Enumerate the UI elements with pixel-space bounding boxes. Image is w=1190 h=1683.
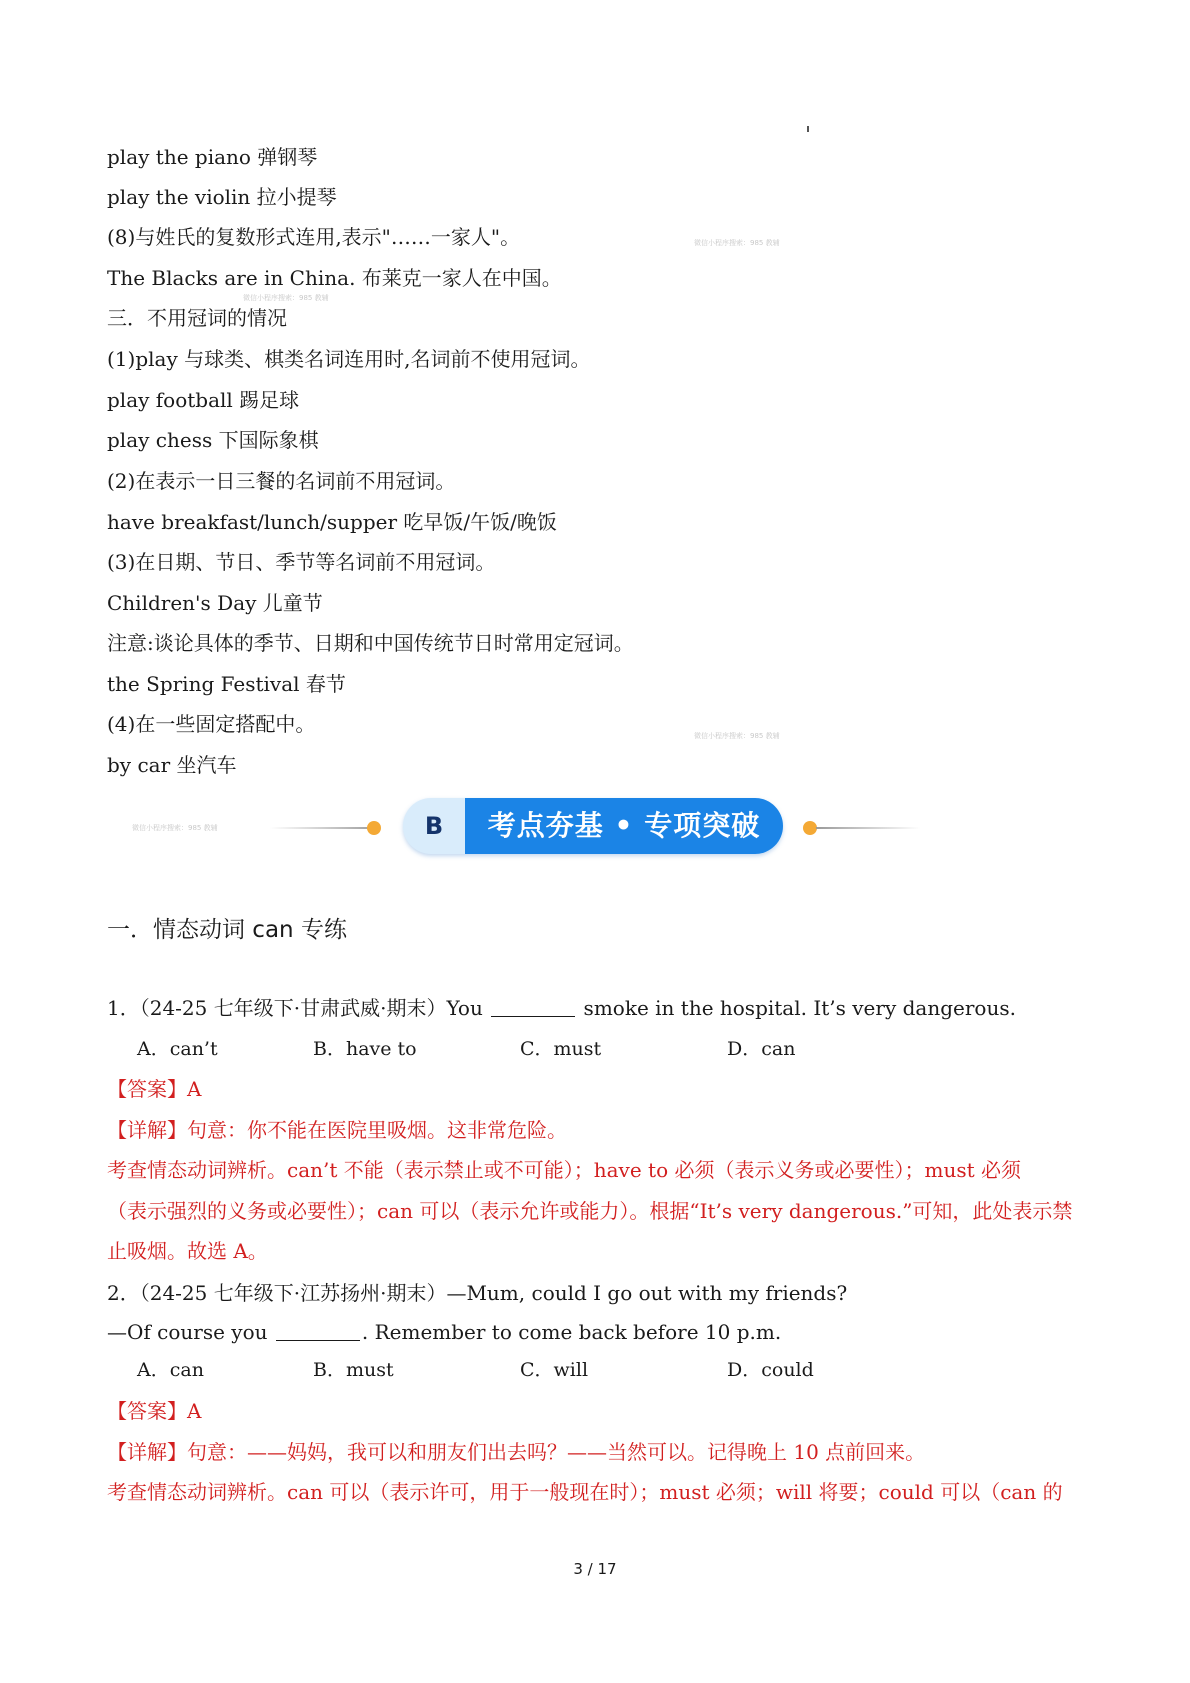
banner-rule-right <box>816 827 920 829</box>
q1-blank <box>491 996 575 1017</box>
banner-title: 考点夯基 • 专项突破 <box>465 798 783 854</box>
q2-analysis-line: 考查情态动词辨析。can 可以（表示许可，用于一般现在时）；must 必须；will 将要；could 可以（can 的 <box>107 1480 1063 1504</box>
q1-stem-pre: 1．（24-25 七年级下·甘肃武威·期末）You <box>107 996 490 1020</box>
note-line: Children's Day 儿童节 <box>107 591 323 615</box>
banner-letter: B <box>424 812 444 840</box>
note-line: play football 踢足球 <box>107 388 300 412</box>
q1-option-a: A．can’t <box>137 1038 218 1060</box>
q2-answer: 【答案】A <box>107 1399 202 1423</box>
q2-option-b: B．must <box>313 1359 394 1381</box>
note-line: 注意:谈论具体的季节、日期和中国传统节日时常用定冠词。 <box>107 631 634 655</box>
q1-option-c: C．must <box>520 1038 602 1060</box>
q1-answer: 【答案】A <box>107 1077 202 1101</box>
banner-dot-right <box>803 821 817 835</box>
watermark: 微信小程序搜索：985 教辅 <box>243 294 329 302</box>
banner-pill <box>403 798 783 854</box>
q2-detail: 【详解】句意：——妈妈，我可以和朋友们出去吗？——当然可以。记得晚上 10 点前回来。 <box>107 1440 926 1464</box>
note-line: 三．不用冠词的情况 <box>107 306 287 330</box>
note-line: (2)在表示一日三餐的名词前不用冠词。 <box>107 469 456 493</box>
q2-line2 <box>107 1318 781 1346</box>
q2-blank <box>276 1320 360 1341</box>
note-line: (4)在一些固定搭配中。 <box>107 712 316 736</box>
q1-stem <box>107 994 1016 1022</box>
note-line: play the piano 弹钢琴 <box>107 145 318 169</box>
note-line: play the violin 拉小提琴 <box>107 185 337 209</box>
q1-option-d: D．can <box>727 1038 796 1060</box>
q1-analysis-line: 止吸烟。故选 A。 <box>107 1239 268 1263</box>
note-line: The Blacks are in China. 布莱克一家人在中国。 <box>107 266 562 290</box>
q2-option-d: D．could <box>727 1359 814 1381</box>
q1-option-b: B．have to <box>313 1038 417 1060</box>
section-title: 一．情态动词 can 专练 <box>107 917 347 943</box>
note-line: (3)在日期、节日、季节等名词前不用冠词。 <box>107 550 496 574</box>
corner-mark <box>807 126 809 132</box>
q2-option-c: C．will <box>520 1359 589 1381</box>
note-line: play chess 下国际象棋 <box>107 428 319 452</box>
q2-line2-pre: —Of course you <box>107 1320 274 1344</box>
q1-stem-post: smoke in the hospital. It’s very dangerous. <box>577 996 1016 1020</box>
note-line: have breakfast/lunch/supper 吃早饭/午饭/晚饭 <box>107 510 557 534</box>
section-banner <box>260 798 920 858</box>
note-line: (1)play 与球类、棋类名词连用时,名词前不使用冠词。 <box>107 347 591 371</box>
note-line: by car 坐汽车 <box>107 753 237 777</box>
watermark: 微信小程序搜索：985 教辅 <box>694 732 780 740</box>
q2-line2-post: . Remember to come back before 10 p.m. <box>361 1320 782 1344</box>
note-line: the Spring Festival 春节 <box>107 672 346 696</box>
q1-analysis-line: 考查情态动词辨析。can’t 不能（表示禁止或不可能）；have to 必须（表示义务或必要性）；must 必须 <box>107 1158 1021 1182</box>
watermark: 微信小程序搜索：985 教辅 <box>694 239 780 247</box>
banner-rule-left <box>270 827 380 829</box>
q1-analysis-line: （表示强烈的义务或必要性）；can 可以（表示允许或能力）。根据“It’s very dangerous.”可知，此处表示禁 <box>107 1199 1073 1223</box>
q2-stem: 2．（24-25 七年级下·江苏扬州·期末）—Mum, could I go out with my friends? <box>107 1281 848 1305</box>
note-line: (8)与姓氏的复数形式连用,表示"……一家人"。 <box>107 225 521 249</box>
page-number: 3 / 17 <box>573 1560 617 1578</box>
q1-detail: 【详解】句意：你不能在医院里吸烟。这非常危险。 <box>107 1118 567 1142</box>
q2-option-a: A．can <box>137 1359 204 1381</box>
banner-dot-left <box>367 821 381 835</box>
watermark: 微信小程序搜索：985 教辅 <box>132 824 218 832</box>
